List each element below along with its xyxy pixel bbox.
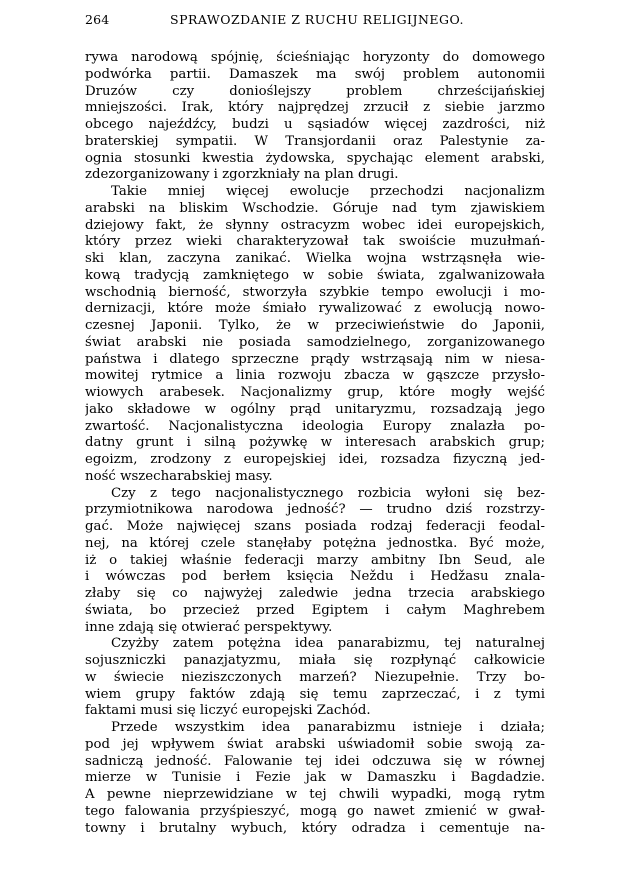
text-line: pod jej wpływem świat arabski uświadomił sobie swoją za-: [85, 736, 545, 752]
text-line: Czyżby zatem potężna idea panarabizmu, tej naturalnej: [111, 636, 545, 652]
text-line: podwórka partii. Damaszek ma swój problem autonomii: [85, 66, 545, 82]
text-line: jako składowe w ogólny prąd unitaryzmu, rozsadzają jego: [85, 401, 545, 417]
text-line: towny i brutalny wybuch, który odradza i cementuje na-: [85, 820, 545, 836]
text-line: świat arabski nie posiada samodzielnego, zorganizowanego: [85, 334, 545, 350]
text-line: ski klan, zaczyna zanikać. Wielka wojna wstrząsnęła wie-: [85, 251, 545, 266]
text-line: Druzów czy donioślejszy problem chrześcijańskiej: [85, 83, 545, 99]
text-line: kową tradycją zamkniętego w sobie świata, zgalwanizowała: [85, 267, 545, 283]
text-line: zwartość. Nacjonalistyczna ideologia Europy znalazła po-: [85, 418, 545, 434]
text-line: braterskiej sympatii. W Transjordanii oraz Palestynie za-: [85, 133, 545, 149]
text-line: przymiotnikowa narodowa jedność? — trudno dziś rozstrzy-: [85, 502, 545, 518]
text-line: inne zdają się otwierać perspektywy.: [85, 619, 333, 635]
text-line: dziejowy fakt, że słynny ostracyzm wobec idei europejskich,: [85, 217, 545, 233]
text-line: Przede wszystkim idea panarabizmu istnieje i działa;: [111, 720, 545, 735]
text-line: świata, bo przecież przed Egiptem i całym Maghrebem: [85, 602, 545, 618]
body-text: [85, 50, 545, 837]
text-line: tego falowania przyśpieszyć, mogą go nawet zmienić w gwał-: [85, 803, 545, 819]
text-line: obcego najeźdźcy, budzi u sąsiadów więcej zazdrości, niż: [85, 117, 545, 132]
text-line: wschodnią bierność, stworzyła szybkie tempo ewolucji i mo-: [85, 284, 545, 300]
text-line: rywa narodową spójnię, ścieśniając horyzonty do domowego: [85, 50, 545, 65]
text-line: faktami musi się liczyć europejski Zachód.: [85, 703, 371, 719]
text-line: ność wszecharabskiej masy.: [85, 468, 273, 484]
text-line: mierze w Tunisie i Fezie jak w Damaszku i Bagdadzie.: [85, 770, 545, 786]
text-line: A pewne nieprzewidziane w tej chwili wypadki, mogą rytm: [85, 787, 545, 802]
text-line: egoizm, zrodzony z europejskiej idei, rozsadza fizyczną jed-: [85, 452, 545, 467]
page-number: 264: [85, 12, 110, 27]
text-line: państwa i dlatego sprzeczne prądy wstrząsają nim w niesa-: [85, 351, 545, 367]
text-line: czesnej Japonii. Tylko, że w przeciwieństwie do Japonii,: [85, 318, 545, 333]
text-line: sojuszniczki panazjatyzmu, miała się rozpłynąć całkowicie: [85, 653, 545, 668]
text-line: Czy z tego nacjonalistycznego rozbicia wyłoni się bez-: [111, 485, 545, 501]
text-line: nej, na której czele stanęłaby potężna jednostka. Być może,: [85, 535, 545, 551]
text-line: Takie mniej więcej ewolucje przechodzi nacjonalizm: [111, 184, 545, 199]
text-line: dernizacji, które może śmiało rywalizować z ewolucją nowo-: [85, 301, 545, 317]
text-line: zdezorganizowany i zgorzkniały na plan drugi.: [85, 167, 399, 183]
text-line: złaby się co najwyżej zaledwie jedna trzecia arabskiego: [85, 586, 545, 601]
text-line: arabski na bliskim Wschodzie. Góruje nad tym zjawiskiem: [85, 200, 545, 216]
text-line: wiowych arabesek. Nacjonalizmy grup, które mogły wejść: [85, 385, 545, 400]
text-line: sadniczą jedność. Falowanie tej idei odczuwa się w równej: [85, 753, 545, 769]
text-line: który przez wieki charakteryzował tak swoiście muzułmań-: [85, 234, 545, 250]
running-head: SPRAWOZDANIE Z RUCHU RELIGIJNEGO.: [170, 12, 465, 27]
text-line: datny grunt i silną pożywkę w interesach arabskich grup;: [85, 435, 545, 451]
text-line: i wówczas pod berłem księcia Neždu i Hedžasu znala-: [85, 569, 545, 585]
page-header: [85, 12, 545, 32]
text-line: mniejszości. Irak, który najprędzej zrzucił z siebie jarzmo: [85, 100, 545, 116]
text-line: wiem grupy faktów zdają się temu zaprzeczać, i z tymi: [85, 686, 545, 702]
text-line: mowitej rytmice a linia rozwoju zbacza w gąszcze przysło-: [85, 368, 545, 384]
text-line: iż o takiej właśnie federacji marzy ambitny Ibn Seud, ale: [85, 552, 545, 568]
text-line: gać. Może najwięcej szans posiada rodzaj federacji feodal-: [85, 519, 545, 534]
text-line: ognia stosunki kwestia żydowska, spychając element arabski,: [85, 150, 545, 166]
text-line: w świecie nieziszczonych marzeń? Niezupełnie. Trzy bo-: [85, 669, 545, 685]
